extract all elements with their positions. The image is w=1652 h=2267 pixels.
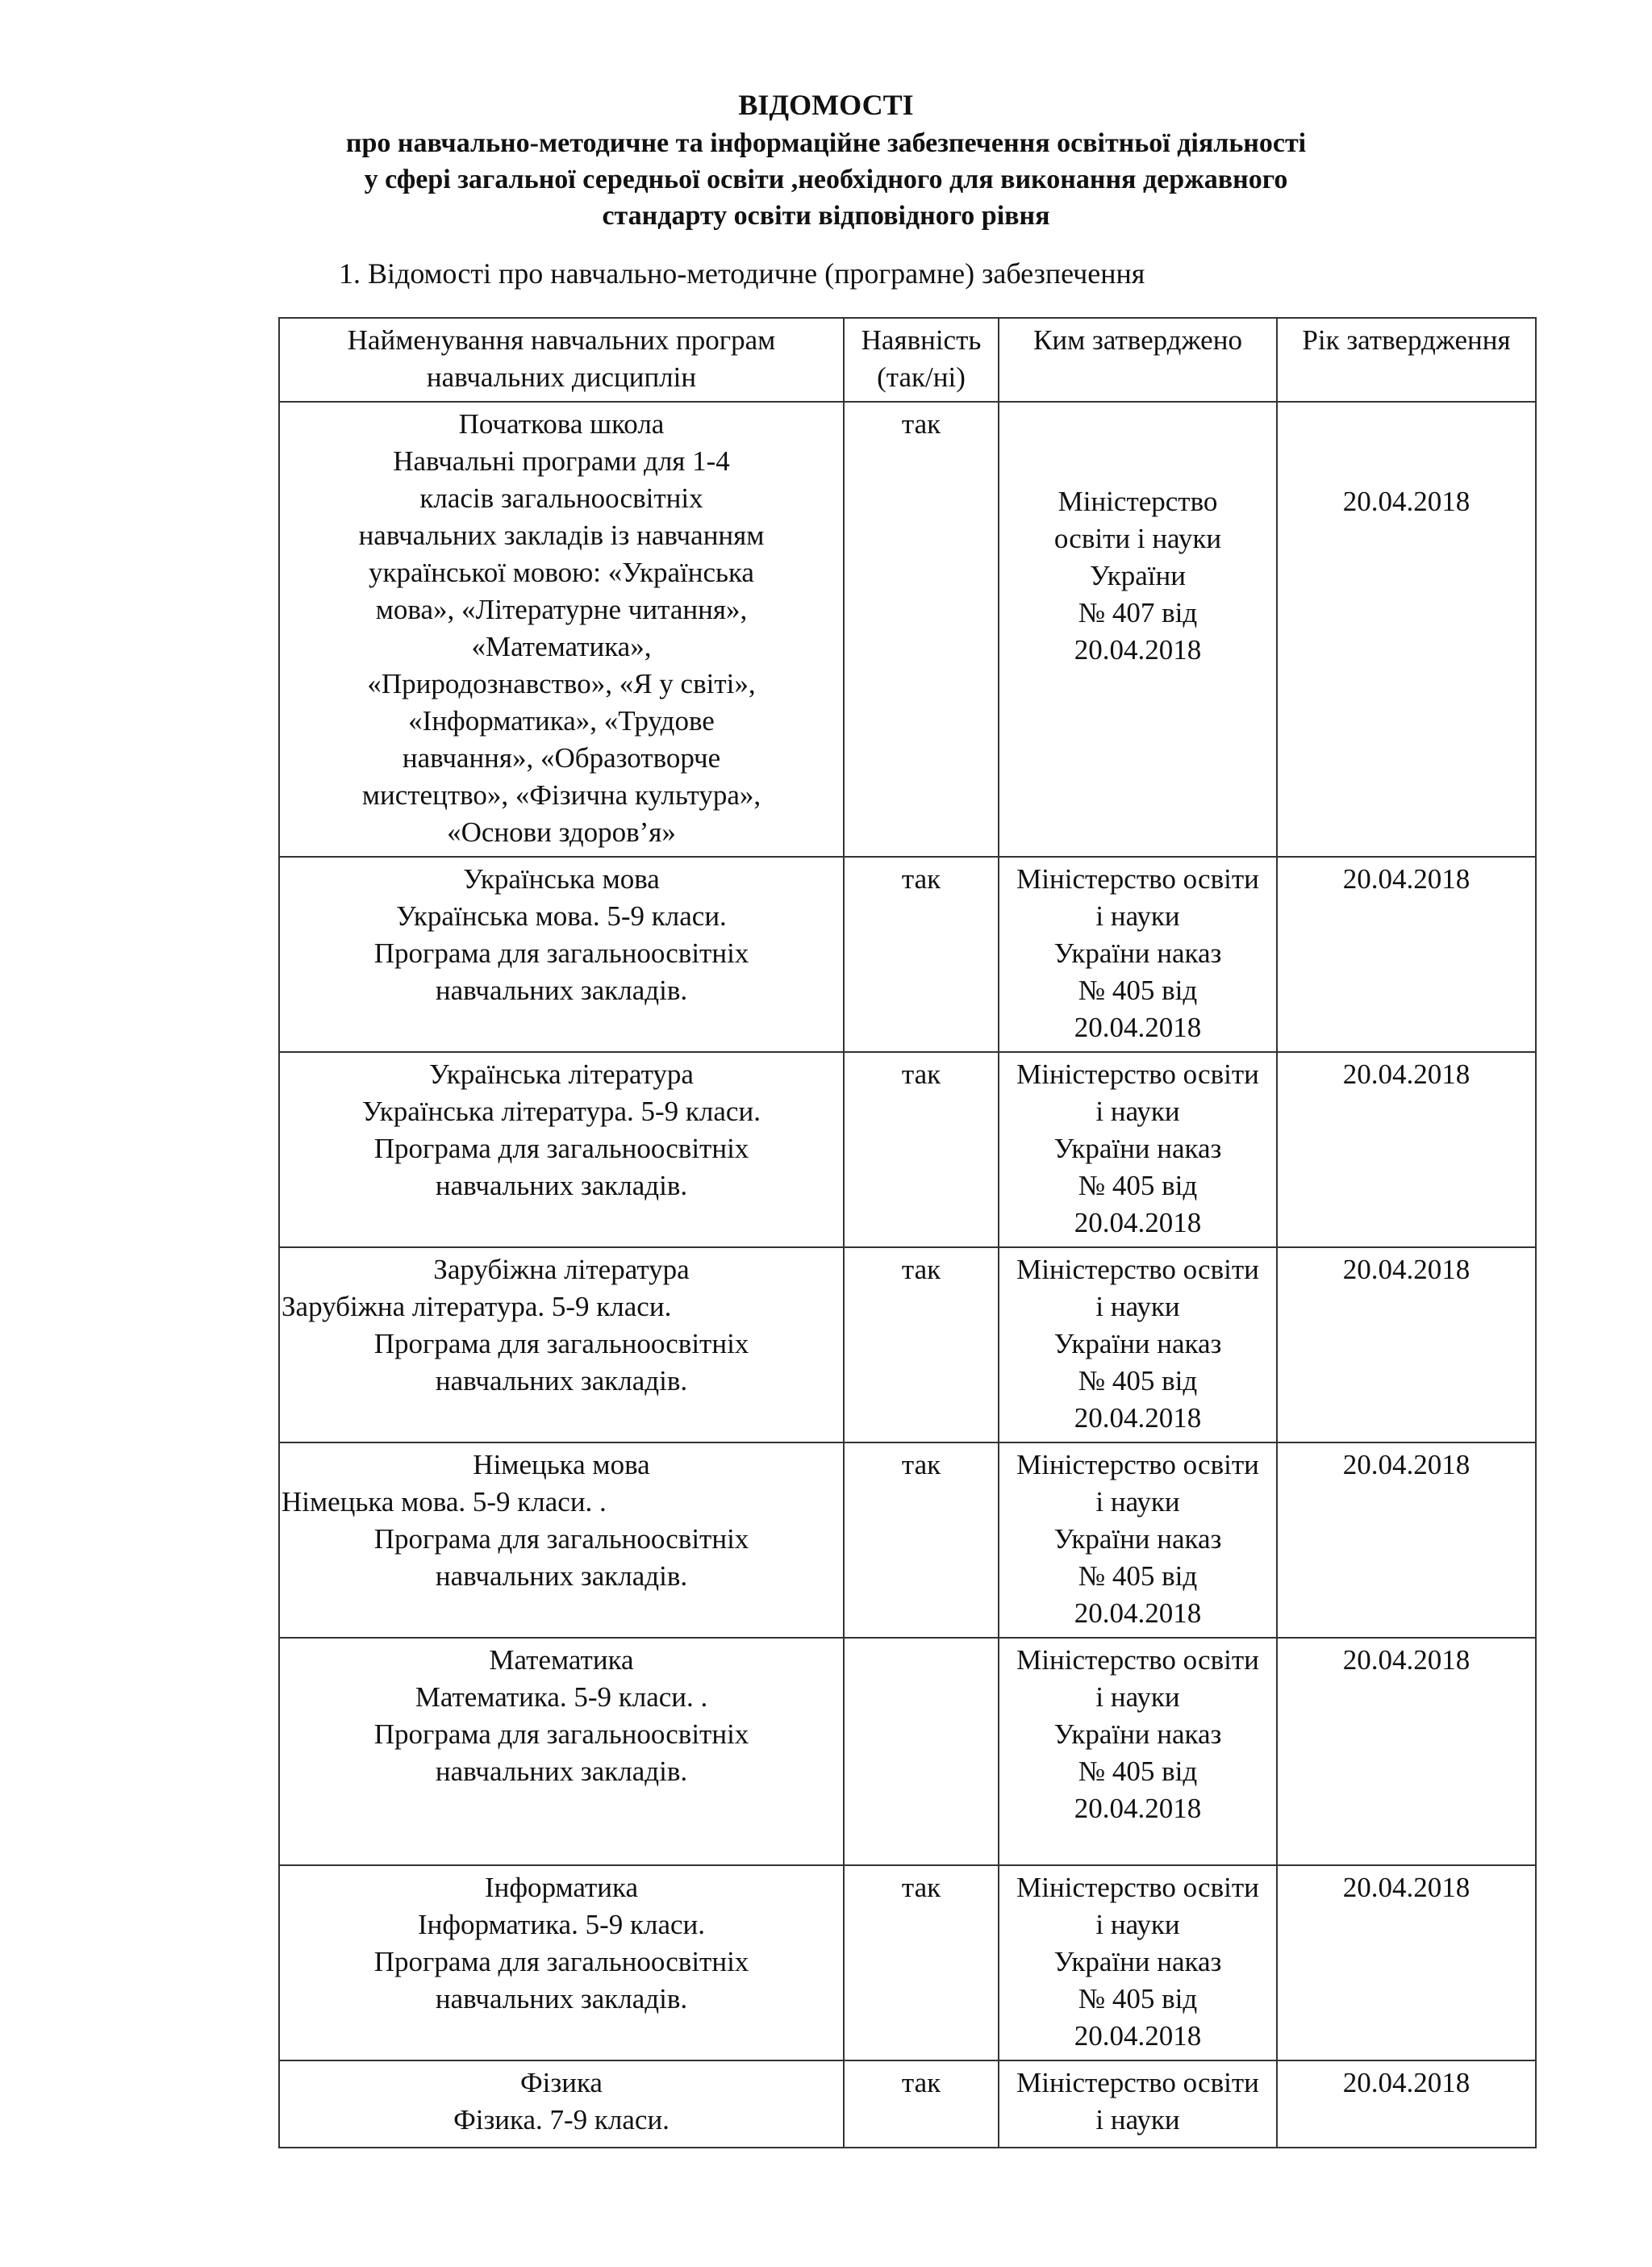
approved-line: № 407 від xyxy=(1078,597,1198,628)
name-line: навчальних закладів. xyxy=(435,975,688,1006)
name-line: навчальних закладів із навчанням xyxy=(358,520,765,551)
document-subtitle-line-1: про навчально-методичне та інформаційне забезпечення освітньої діяльності xyxy=(345,128,1307,158)
name-line: Програма для загальноосвітніх xyxy=(373,1718,749,1750)
approved-line: України наказ xyxy=(1053,1328,1222,1359)
cell-year: 20.04.2018 xyxy=(1277,1247,1536,1442)
name-line: навчальних закладів. xyxy=(435,1170,688,1201)
cell-program-name xyxy=(279,1442,844,1638)
table-row xyxy=(279,1052,1536,1247)
table-header-row xyxy=(279,318,1536,402)
name-line: Інформатика xyxy=(484,1872,639,1903)
name-line: Навчальні програми для 1-4 xyxy=(393,445,730,477)
header-availability xyxy=(844,318,999,402)
cell-availability: так xyxy=(844,2060,999,2148)
approved-line: 20.04.2018 xyxy=(1074,1597,1202,1629)
approved-line: України наказ xyxy=(1053,1718,1222,1750)
approved-line: 20.04.2018 xyxy=(1074,634,1202,666)
cell-approved-by xyxy=(999,1638,1277,1865)
name-line: Програма для загальноосвітніх xyxy=(373,1946,749,1977)
approved-line: 20.04.2018 xyxy=(1074,1012,1202,1043)
name-line: Фізика. 7-9 класи. xyxy=(453,2104,670,2135)
cell-approved-by xyxy=(999,1865,1277,2060)
header-name xyxy=(279,318,844,402)
name-line: Німецька мова. 5-9 класи. . xyxy=(282,1486,607,1518)
approved-line: Міністерство освіти xyxy=(1016,1254,1259,1285)
approved-line: Міністерство xyxy=(1058,486,1218,517)
cell-year: 20.04.2018 xyxy=(1277,1638,1536,1865)
cell-availability: так xyxy=(844,1865,999,2060)
approved-line: № 405 від xyxy=(1078,1170,1198,1201)
cell-approved-by xyxy=(999,1247,1277,1442)
approved-line: і науки xyxy=(1095,1909,1180,1940)
cell-availability: так xyxy=(844,1247,999,1442)
approved-line: № 405 від xyxy=(1078,975,1198,1006)
approved-line: Міністерство освіти xyxy=(1016,863,1259,895)
cell-availability: так xyxy=(844,1052,999,1247)
approved-line: України наказ xyxy=(1053,937,1222,969)
name-line: Програма для загальноосвітніх xyxy=(373,1328,749,1359)
name-line: навчальних закладів. xyxy=(435,1560,688,1592)
cell-year: 20.04.2018 xyxy=(1277,1442,1536,1638)
approved-line: 20.04.2018 xyxy=(1074,1793,1202,1824)
cell-program-name xyxy=(279,1247,844,1442)
name-line: Початкова школа xyxy=(458,408,665,440)
name-line: «Інформатика», «Трудове xyxy=(408,705,715,737)
header-name-line: Найменування навчальних програм xyxy=(347,324,776,356)
programs-table xyxy=(278,317,1537,2148)
cell-approved-by xyxy=(999,857,1277,1052)
name-line: «Математика», xyxy=(471,631,652,662)
cell-program-name xyxy=(279,1865,844,2060)
table-row xyxy=(279,1638,1536,1865)
name-line: Фізика xyxy=(520,2067,603,2098)
cell-approved-by xyxy=(999,1442,1277,1638)
approved-line: № 405 від xyxy=(1078,1983,1198,2014)
approved-line: України наказ xyxy=(1053,1133,1222,1164)
name-line: мова», «Літературне читання», xyxy=(375,594,748,625)
table-row xyxy=(279,857,1536,1052)
table-row xyxy=(279,402,1536,857)
name-line: Українська мова xyxy=(463,863,660,895)
name-line: Програма для загальноосвітніх xyxy=(373,1523,749,1555)
approved-line: 20.04.2018 xyxy=(1074,1402,1202,1434)
document-title-block xyxy=(0,87,1652,234)
approved-line: і науки xyxy=(1095,1486,1180,1518)
approved-line: України наказ xyxy=(1053,1523,1222,1555)
name-line: навчальних закладів. xyxy=(435,1756,688,1787)
name-line: навчальних закладів. xyxy=(435,1365,688,1397)
name-line: Зарубіжна література xyxy=(433,1254,690,1285)
name-line: Математика. 5-9 класи. . xyxy=(415,1681,708,1713)
table-row xyxy=(279,1865,1536,2060)
name-line: Зарубіжна література. 5-9 класи. xyxy=(282,1291,672,1322)
cell-program-name xyxy=(279,402,844,857)
approved-line: 20.04.2018 xyxy=(1074,1207,1202,1238)
name-line: Математика xyxy=(489,1644,634,1676)
header-year xyxy=(1277,318,1536,402)
approved-line: Міністерство освіти xyxy=(1016,1644,1259,1676)
cell-program-name xyxy=(279,2060,844,2148)
table-row xyxy=(279,1442,1536,1638)
header-approved-by xyxy=(999,318,1277,402)
header-year-line: Рік затвердження xyxy=(1302,324,1511,356)
cell-approved-by xyxy=(999,402,1277,857)
name-line: Українська література. 5-9 класи. xyxy=(362,1096,761,1127)
cell-year: 20.04.2018 xyxy=(1277,2060,1536,2148)
document-subtitle-line-3: стандарту освіти відповідного рівня xyxy=(602,201,1050,231)
document-title: ВІДОМОСТІ xyxy=(738,89,914,121)
approved-line: і науки xyxy=(1095,1096,1180,1127)
cell-year: 20.04.2018 xyxy=(1277,1865,1536,2060)
cell-availability: так xyxy=(844,402,999,857)
name-line: «Основи здоров’я» xyxy=(447,816,676,848)
cell-availability: так xyxy=(844,1442,999,1638)
approved-line: і науки xyxy=(1095,1681,1180,1713)
cell-year: 20.04.2018 xyxy=(1277,857,1536,1052)
name-line: Програма для загальноосвітніх xyxy=(373,1133,749,1164)
cell-availability xyxy=(844,1638,999,1865)
approved-line: Міністерство освіти xyxy=(1016,1449,1259,1480)
document-subtitle-line-2: у сфері загальної середньої освіти ,необхідного для виконання державного xyxy=(364,165,1288,194)
cell-program-name xyxy=(279,1638,844,1865)
name-line: Інформатика. 5-9 класи. xyxy=(417,1909,706,1940)
approved-line: № 405 від xyxy=(1078,1365,1198,1397)
approved-line: Міністерство освіти xyxy=(1016,1058,1259,1090)
table-row xyxy=(279,2060,1536,2148)
approved-line: Міністерство освіти xyxy=(1016,2067,1259,2098)
name-line: Українська мова. 5-9 класи. xyxy=(396,900,727,932)
approved-line: № 405 від xyxy=(1078,1560,1198,1592)
header-availability-line: (так/ні) xyxy=(877,361,966,393)
approved-line: № 405 від xyxy=(1078,1756,1198,1787)
cell-program-name xyxy=(279,857,844,1052)
name-line: Програма для загальноосвітніх xyxy=(373,937,749,969)
header-approved-by-line: Ким затверджено xyxy=(1033,324,1242,356)
name-line: «Природознавство», «Я у світі», xyxy=(367,668,756,699)
approved-line: Міністерство освіти xyxy=(1016,1872,1259,1903)
cell-program-name xyxy=(279,1052,844,1247)
approved-line: і науки xyxy=(1095,900,1180,932)
approved-line: України наказ xyxy=(1053,1946,1222,1977)
cell-availability: так xyxy=(844,857,999,1052)
header-name-line: навчальних дисциплін xyxy=(426,361,697,393)
section-heading: 1. Відомості про навчально-методичне (програмне) забезпечення xyxy=(339,257,1145,290)
name-line: української мовою: «Українська xyxy=(369,557,754,588)
name-line: навчання», «Образотворче xyxy=(402,742,721,774)
approved-line: освіти і науки xyxy=(1053,523,1222,554)
name-line: навчальних закладів. xyxy=(435,1983,688,2014)
name-line: класів загальноосвітніх xyxy=(419,482,703,514)
approved-line: і науки xyxy=(1095,1291,1180,1322)
approved-line: і науки xyxy=(1095,2104,1180,2135)
table-row xyxy=(279,1247,1536,1442)
header-availability-line: Наявність xyxy=(861,324,982,356)
approved-line: 20.04.2018 xyxy=(1074,2020,1202,2052)
approved-line: України xyxy=(1090,560,1186,591)
cell-year: 20.04.2018 xyxy=(1277,402,1536,857)
cell-approved-by xyxy=(999,2060,1277,2148)
cell-approved-by xyxy=(999,1052,1277,1247)
name-line: мистецтво», «Фізична культура», xyxy=(361,779,761,811)
name-line: Українська література xyxy=(429,1058,694,1090)
cell-year: 20.04.2018 xyxy=(1277,1052,1536,1247)
name-line: Німецька мова xyxy=(473,1449,650,1480)
